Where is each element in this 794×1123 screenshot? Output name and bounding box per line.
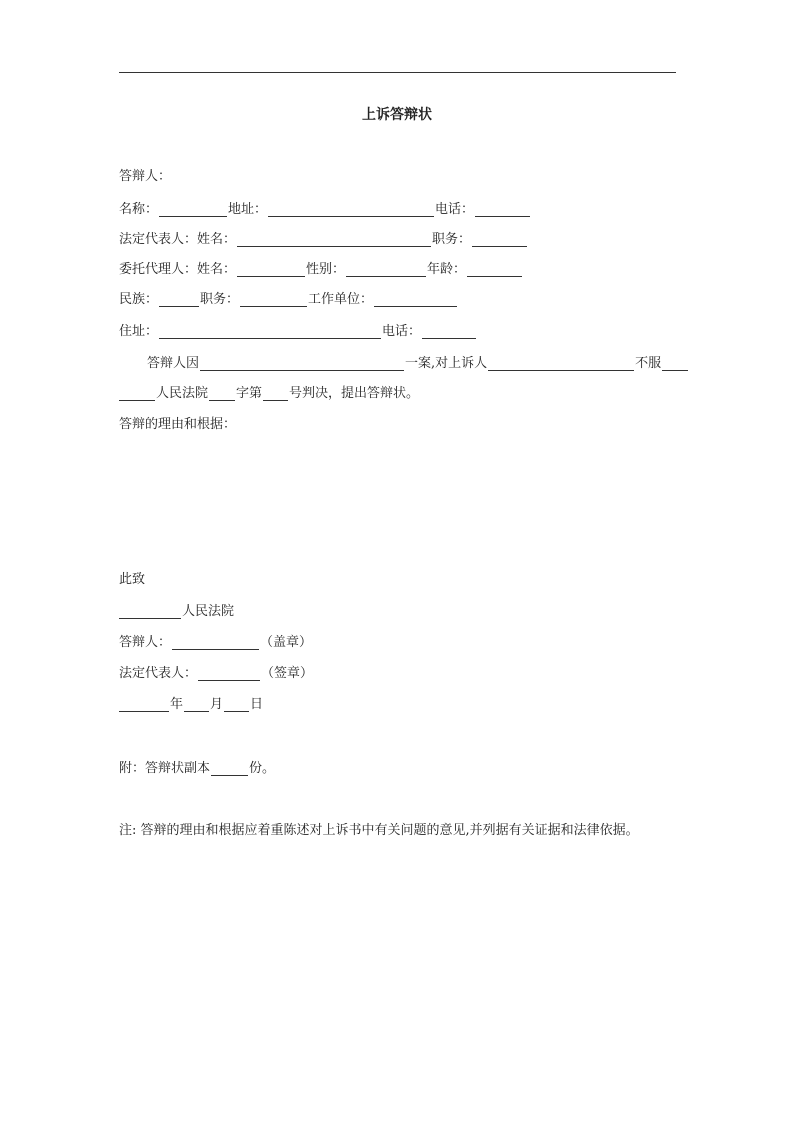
number-blank[interactable] bbox=[263, 387, 288, 401]
name-blank[interactable] bbox=[159, 203, 227, 217]
label: 委托代理人：姓名： bbox=[119, 262, 237, 277]
year-blank[interactable] bbox=[119, 698, 169, 712]
respondent-heading bbox=[119, 166, 171, 184]
addressee-court bbox=[119, 601, 234, 619]
copies-blank[interactable] bbox=[211, 762, 248, 776]
case-blank[interactable] bbox=[200, 357, 404, 371]
text: 一案,对上诉人 bbox=[405, 356, 488, 371]
text: 人民法院 bbox=[182, 604, 235, 619]
date-line bbox=[119, 694, 263, 712]
text: 附：答辩状副本 bbox=[119, 761, 211, 776]
label: 地址： bbox=[228, 202, 268, 217]
agent-name-blank[interactable] bbox=[237, 263, 305, 277]
salutation bbox=[119, 569, 145, 587]
note-text: 注: 答辩的理由和根据应着重陈述对上诉书中有关问题的意见,并列据有关证据和法律依据。 bbox=[119, 823, 639, 838]
label: 电话： bbox=[382, 324, 422, 339]
reasons-label bbox=[119, 414, 236, 432]
label: 电话： bbox=[435, 202, 475, 217]
label: 性别： bbox=[306, 262, 346, 277]
court-blank-b[interactable] bbox=[119, 387, 155, 401]
text: （签章） bbox=[261, 666, 314, 681]
court-name-blank[interactable] bbox=[119, 605, 181, 619]
label: 工作单位： bbox=[308, 292, 374, 307]
label: 名称： bbox=[119, 202, 159, 217]
workplace-blank[interactable] bbox=[374, 293, 457, 307]
text: 字第 bbox=[236, 386, 263, 401]
label: 住址： bbox=[119, 324, 159, 339]
phone-blank[interactable] bbox=[422, 325, 476, 339]
text: 此致 bbox=[119, 572, 146, 587]
respondent-blank[interactable] bbox=[172, 636, 259, 650]
row-legal-rep bbox=[119, 229, 528, 247]
gender-blank[interactable] bbox=[346, 263, 426, 277]
row-residence bbox=[119, 321, 477, 339]
court-blank-a[interactable] bbox=[662, 357, 688, 371]
year-code-blank[interactable] bbox=[209, 387, 235, 401]
legal-rep-blank[interactable] bbox=[198, 667, 260, 681]
label: 答辩人： bbox=[119, 635, 172, 650]
label: 年龄： bbox=[427, 262, 467, 277]
text: 人民法院 bbox=[156, 386, 209, 401]
phone-blank[interactable] bbox=[475, 203, 530, 217]
attachment-line bbox=[119, 758, 275, 776]
label: 答辩的理由和根据： bbox=[119, 417, 237, 432]
row-ethnic bbox=[119, 289, 458, 307]
text: 份。 bbox=[249, 761, 276, 776]
page-title: 上诉答辩状 bbox=[362, 107, 432, 123]
label: 职务： bbox=[432, 232, 472, 247]
appellant-blank[interactable] bbox=[488, 357, 634, 371]
text: 号判决，提出答辩状。 bbox=[289, 386, 420, 401]
label: 法定代表人： bbox=[119, 666, 198, 681]
header-rule bbox=[119, 72, 676, 73]
label: 职务： bbox=[200, 292, 240, 307]
label: 答辩人： bbox=[119, 169, 172, 184]
text: 月 bbox=[210, 697, 224, 712]
text: 日 bbox=[250, 697, 264, 712]
row-agent bbox=[119, 259, 523, 277]
row-name bbox=[119, 199, 531, 217]
body-line-2 bbox=[119, 383, 419, 401]
ethnic-blank[interactable] bbox=[159, 293, 199, 307]
age-blank[interactable] bbox=[467, 263, 522, 277]
legal-rep-position-blank[interactable] bbox=[472, 233, 527, 247]
text: 年 bbox=[170, 697, 184, 712]
address-blank[interactable] bbox=[268, 203, 434, 217]
legal-rep-name-blank[interactable] bbox=[237, 233, 431, 247]
label: 法定代表人：姓名： bbox=[119, 232, 237, 247]
label: 民族： bbox=[119, 292, 159, 307]
respondent-signature bbox=[119, 632, 312, 650]
note bbox=[119, 820, 639, 838]
day-blank[interactable] bbox=[224, 698, 249, 712]
month-blank[interactable] bbox=[184, 698, 209, 712]
text: 不服 bbox=[635, 356, 662, 371]
text: （盖章） bbox=[260, 635, 313, 650]
text: 答辩人因 bbox=[147, 356, 200, 371]
body-line-1 bbox=[147, 353, 689, 371]
position-blank[interactable] bbox=[240, 293, 307, 307]
legal-rep-signature bbox=[119, 663, 313, 681]
residence-blank[interactable] bbox=[159, 325, 381, 339]
